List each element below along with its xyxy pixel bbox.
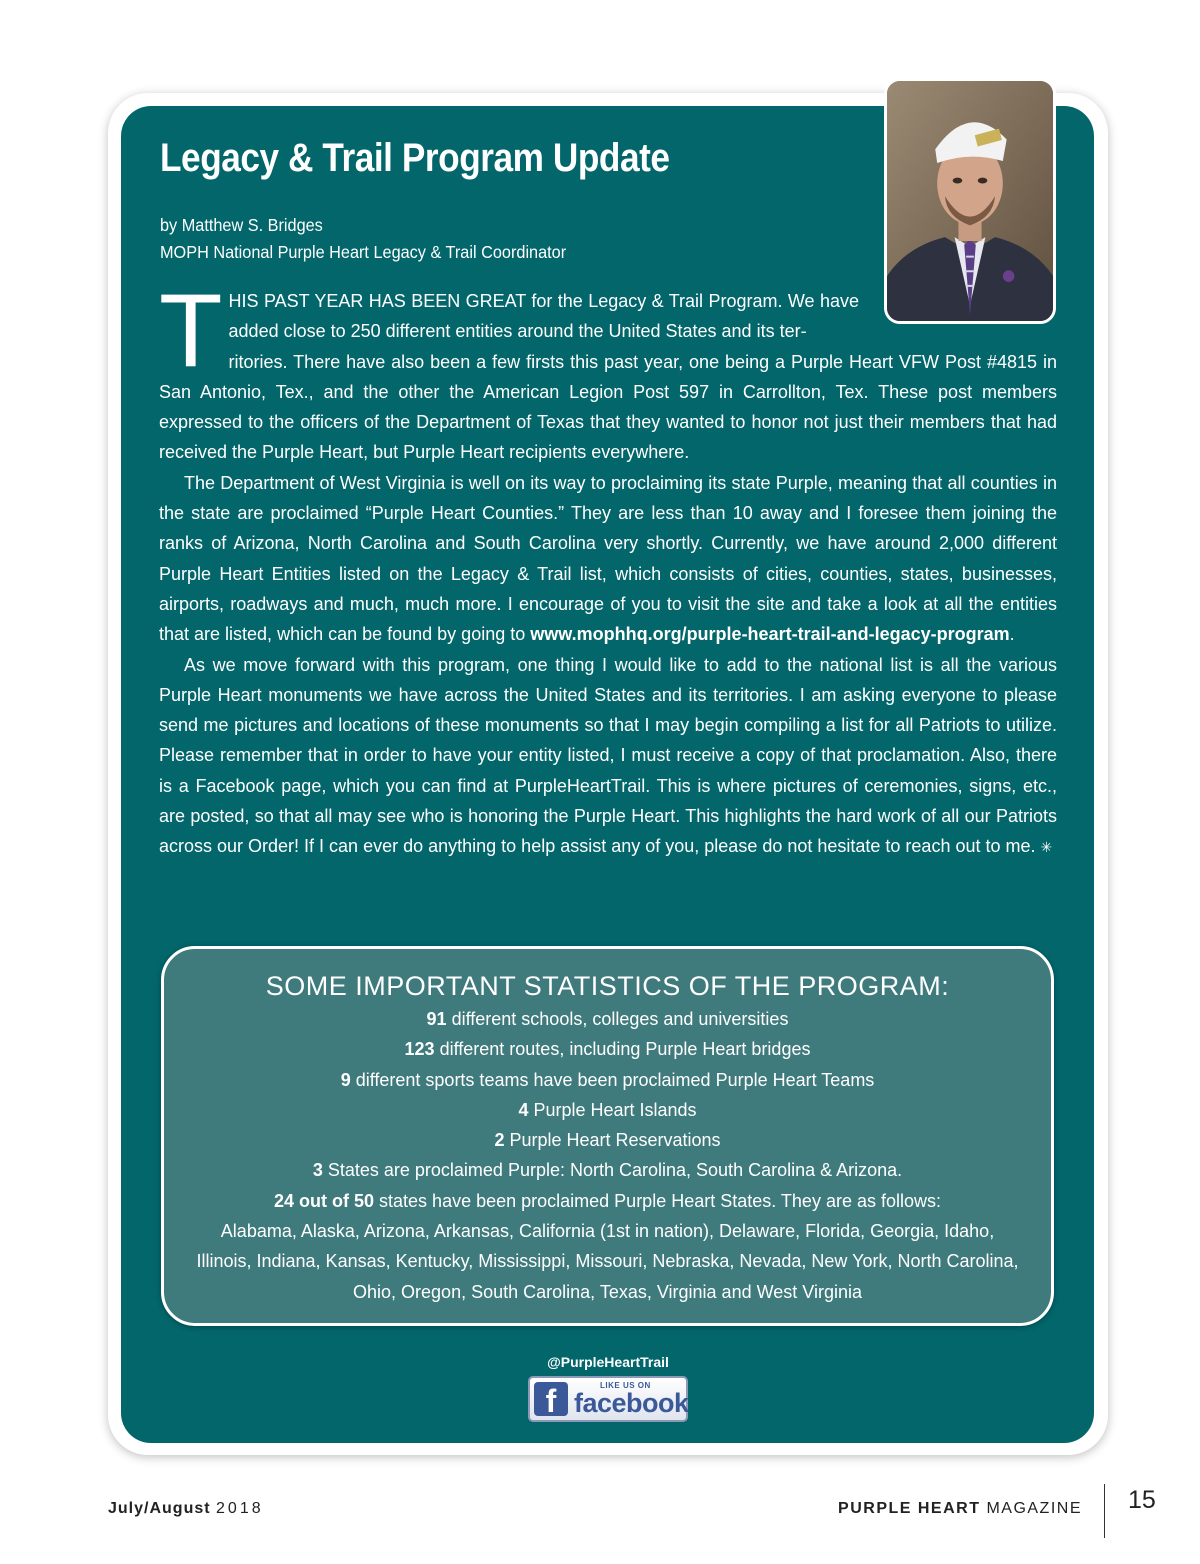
paragraph-3 bbox=[159, 650, 1057, 863]
author-role: MOPH National Purple Heart Legacy & Trail Coordinator bbox=[160, 242, 567, 262]
stat-text: Purple Heart Reservations bbox=[504, 1130, 721, 1151]
stat-line bbox=[164, 1095, 1051, 1125]
stat-number: 123 bbox=[404, 1039, 435, 1060]
author-photo-illustration bbox=[887, 81, 1053, 321]
issue-year: 2018 bbox=[216, 1500, 264, 1517]
issue-month: July/August bbox=[108, 1500, 211, 1517]
paragraph-1 bbox=[159, 273, 1057, 468]
stat-text: different schools, colleges and universities bbox=[446, 1009, 789, 1029]
stat-text: States are proclaimed Purple: North Carolina, South Carolina & Arizona. bbox=[322, 1160, 903, 1181]
author-name: by Matthew S. Bridges bbox=[160, 215, 323, 235]
paragraph-2 bbox=[159, 468, 1057, 650]
states-list: Alabama, Alaska, Arizona, Arkansas, California (1st in nation), Delaware, Florida, Georgia, Idaho, Illinois, Indiana, Kansas, Kentucky, Mississippi, Missouri, Nebraska, Nevada, New York, North Carolina, Ohio, Oregon, South Carolina, Texas, Virginia and West Virginia bbox=[196, 1221, 1019, 1302]
magazine-name bbox=[838, 1500, 1082, 1518]
stat-line bbox=[164, 1065, 1051, 1095]
stat-number: 24 out of 50 bbox=[274, 1190, 375, 1211]
paragraph-1-opening: HIS PAST YEAR HAS BEEN GREAT for the Legacy & Trail Program. We have added close to 250 different entities around the United States and its ter- bbox=[228, 291, 859, 342]
article-body bbox=[159, 273, 1057, 863]
end-mark-icon: ✳ bbox=[1040, 839, 1053, 856]
stat-line bbox=[164, 1125, 1051, 1155]
stat-text: Purple Heart Islands bbox=[528, 1099, 697, 1120]
paragraph-2-text: The Department of West Virginia is well on its way to proclaiming its state Purple, meaning that all counties in the state are proclaimed “Purple Heart Counties.” They are less than 10 away and I foresee them joining the ranks of Arizona, North Carolina and South Carolina very shortly. Currently, we have around 2,000 different Purple Heart Entities listed on the Legacy & Trail list, which consists of cities, counties, states, businesses, airports, roadways and much, much more. I encourage of you to visit the site and take a look at all the entities that are listed, which can be found by going to bbox=[159, 472, 1057, 645]
page-number: 15 bbox=[1128, 1486, 1156, 1514]
drop-cap: T bbox=[159, 273, 223, 389]
footer-divider bbox=[1104, 1484, 1105, 1538]
article-title: Legacy & Trail Program Update bbox=[160, 136, 670, 180]
stat-line bbox=[164, 1155, 1051, 1185]
stat-text: states have been proclaimed Purple Heart States. They are as follows: bbox=[374, 1190, 941, 1211]
facebook-wordmark: facebook bbox=[574, 1388, 689, 1418]
stat-number: 4 bbox=[518, 1099, 529, 1120]
magazine-name-bold: PURPLE HEART bbox=[838, 1500, 981, 1517]
stat-line bbox=[164, 1034, 1051, 1064]
stat-text: different routes, including Purple Heart bridges bbox=[434, 1039, 811, 1060]
magazine-name-light: MAGAZINE bbox=[986, 1500, 1082, 1517]
stat-line bbox=[164, 1186, 1051, 1216]
stat-number: 91 bbox=[426, 1009, 447, 1029]
stat-number: 9 bbox=[340, 1069, 351, 1090]
paragraph-3-text: As we move forward with this program, one thing I would like to add to the national list is all the various Purple Heart monuments we have across the United States and its territories. I am asking everyone to please send me pictures and locations of these monuments so that I may begin compiling a list for all Patriots to utilize. Please remember that in order to have your entity listed, I must receive a copy of that proclamation. Also, there is a Facebook page, which you can find at PurpleHeartTrail. This is where pictures of ceremonies, signs, etc., are posted, so that all may see who is honoring the Purple Heart. This highlights the hard work of all our Patriots across our Order! If I can ever do anything to help assist any of you, please do not hesitate to reach out to me. bbox=[159, 654, 1057, 857]
paragraph-2-end: . bbox=[1009, 624, 1015, 645]
paragraph-1-rest: ritories. There have also been a few firsts this past year, one being a Purple Heart VFW Post #4815 in San Antonio, Tex., and the other the American Legion Post 597 in Carrollton, Tex. These post members expressed to the officers of the Department of Texas that they wanted to honor not just their members that had received the Purple Heart, but Purple Heart recipients everywhere. bbox=[159, 351, 1057, 463]
stat-line bbox=[164, 1004, 1051, 1034]
facebook-handle: @PurpleHeartTrail bbox=[547, 1354, 669, 1370]
byline bbox=[160, 212, 566, 266]
issue-date bbox=[108, 1500, 264, 1518]
statistics-box bbox=[161, 946, 1054, 1326]
facebook-like-button[interactable] bbox=[528, 1376, 688, 1422]
program-website-link[interactable]: www.mophhq.org/purple-heart-trail-and-legacy-program bbox=[530, 624, 1010, 645]
facebook-icon: f bbox=[534, 1382, 568, 1416]
stat-number: 3 bbox=[312, 1160, 323, 1181]
facebook-like-label: LIKE US ON bbox=[600, 1381, 651, 1390]
statistics-title: SOME IMPORTANT STATISTICS OF THE PROGRAM: bbox=[265, 971, 950, 1001]
stat-text: different sports teams have been proclaimed Purple Heart Teams bbox=[350, 1069, 875, 1090]
stat-number: 2 bbox=[494, 1130, 505, 1151]
